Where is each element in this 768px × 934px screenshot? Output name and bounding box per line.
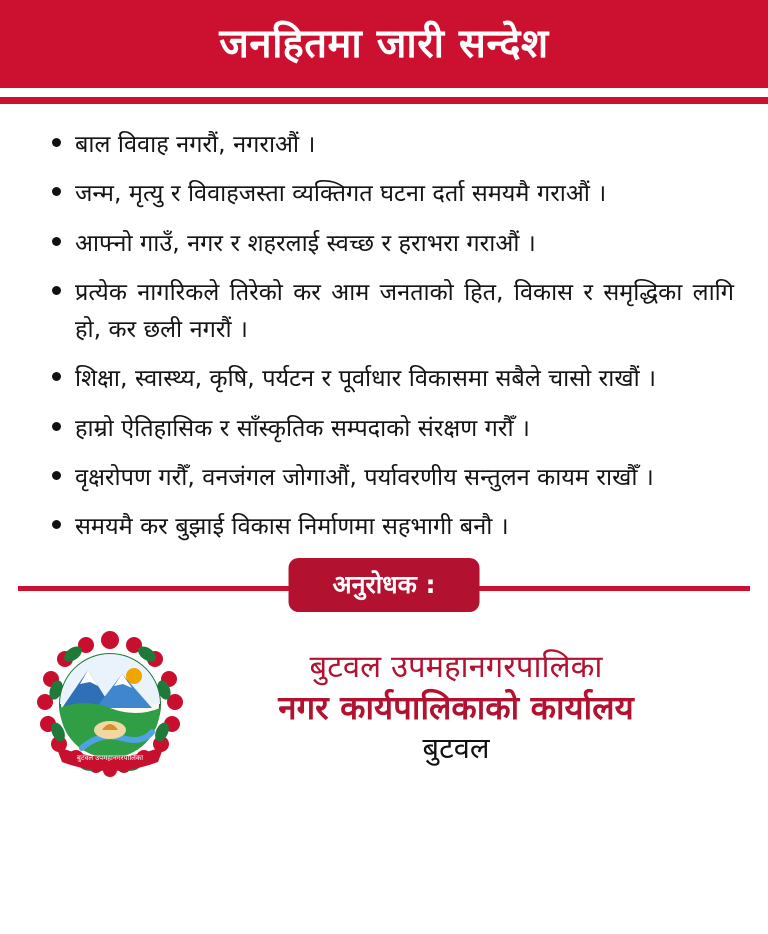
bullet-icon [52,237,61,246]
authority-block [194,648,728,768]
message-text: वृक्षरोपण गरौँ, वनजंगल जोगाऔं, पर्यावरणीय सन्तुलन कायम राखौँ । [75,462,654,491]
svg-text:बुटवल उपमहानगरपालिका: बुटवल उपमहानगरपालिका [76,753,144,762]
requester-section [0,558,768,614]
message-text: आफ्नो गाउँ, नगर र शहरलाई स्वच्छ र हराभरा गराऔं । [75,228,536,257]
header-divider [0,97,768,104]
authority-place: बुटवल [422,730,490,765]
list-item [52,360,734,396]
bullet-icon [52,286,61,295]
list-item [52,459,734,495]
list-item [52,225,734,261]
authority-office: नगर कार्यपालिकाको कार्यालय [278,687,634,727]
bullet-icon [52,372,61,381]
footer [0,614,768,792]
requester-badge: अनुरोधक : [289,558,480,612]
bullet-icon [52,187,61,196]
bullet-icon [52,520,61,529]
message-text: जन्म, मृत्यु र विवाहजस्ता व्यक्तिगत घटना दर्ता समयमै गराऔं । [75,179,607,208]
list-item [52,508,734,544]
list-item [52,274,734,347]
bullet-icon [52,138,61,147]
list-item [52,175,734,211]
message-text: प्रत्येक नागरिकले तिरेको कर आम जनताको हित, विकास र समृद्धिका लागि हो, कर छली नगरौं । [75,278,734,343]
list-item [52,126,734,162]
message-text: हाम्रो ऐतिहासिक र साँस्कृतिक सम्पदाको संरक्षण गरौँ । [75,413,530,442]
header-band [0,0,768,88]
message-list [0,104,768,545]
municipality-emblem-icon [26,624,194,792]
authority-municipality: बुटवल उपमहानगरपालिका [309,648,603,685]
message-text: शिक्षा, स्वास्थ्य, कृषि, पर्यटन र पूर्वाधार विकासमा सबैले चासो राखौं । [75,364,657,393]
bullet-icon [52,422,61,431]
bullet-icon [52,471,61,480]
list-item [52,410,734,446]
message-text: बाल विवाह नगरौं, नगराऔं । [75,130,316,158]
page-title: जनहितमा जारी सन्देश [219,21,549,67]
message-text: समयमै कर बुझाई विकास निर्माणमा सहभागी बनौ । [75,512,509,541]
